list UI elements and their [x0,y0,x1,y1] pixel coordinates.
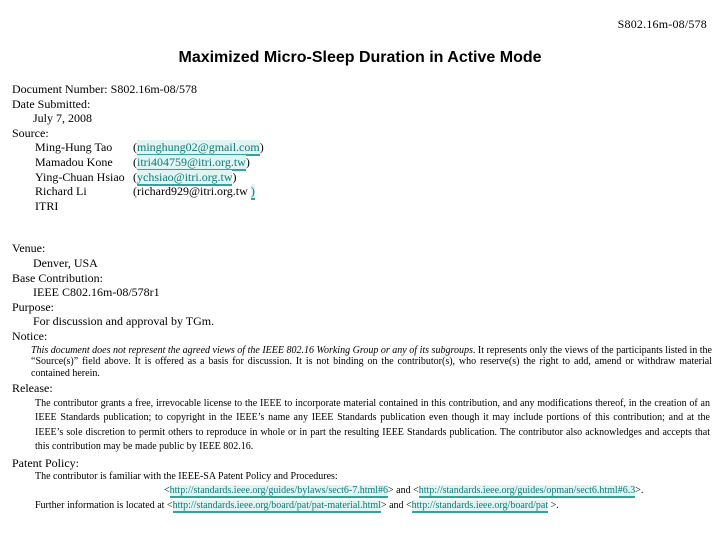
base-contribution-label: Base Contribution: [12,270,103,285]
spacer [12,213,712,241]
further-info-text: Further information is located at < [35,499,173,511]
release-paragraph: The contributor grants a free, irrevocable license to the IEEE to incorporate material contained in this contribution, and any modifications thereof, in the creation of an IEEE Standards publication; to copyright in the IEEE’s name any IEEE Standards publication even though it may include portions of this contribution; and at the IEEE’s sole discretion to permit others to reproduce in whole or in part the resulting IEEE Standards publication. The contributor also acknowledges and accepts that this contribution may be made public by IEEE 802.16. [35,397,710,453]
author-email-link[interactable]: itri404759@itri.org.tw [137,154,246,169]
paren-open: ( [133,184,137,199]
author-row [12,170,712,185]
document-reference: S802.16m-08/578 [617,17,707,31]
paren-open: ( [133,154,137,169]
author-row [12,184,712,199]
venue-label: Venue: [12,241,46,256]
author-name: Ming-Hung Tao [35,140,113,155]
paren-close: ) [232,169,237,184]
notice-italic-text: This document does not represent the agreed views of the IEEE 802.16 Working Group or any of its subgroups [31,344,473,356]
date-submitted-label: Date Submitted: [12,96,91,111]
angle-bracket: >. [635,485,644,497]
document-number-value: S802.16m-08/578 [110,82,197,96]
patent-opman-link[interactable]: http://standards.ieee.org/guides/opman/sect6.html#6.3 [418,485,636,497]
venue-value: Denver, USA [33,255,98,270]
purpose-label: Purpose: [12,299,54,314]
angle-bracket: >. [548,499,559,511]
patent-board-link[interactable]: http://standards.ieee.org/board/pat [411,499,549,511]
source-label: Source: [12,125,49,140]
author-email-link[interactable]: ychsiao@itri.org.tw [137,169,233,184]
date-submitted-value: July 7, 2008 [33,111,93,126]
paren-open: ( [133,140,137,155]
notice-label: Notice: [12,328,48,343]
page-title: Maximized Micro-Sleep Duration in Active Mode [178,49,542,66]
base-contribution-value: IEEE C802.16m-08/578r1 [33,285,160,300]
author-email-wrap [133,140,264,155]
patent-policy-label: Patent Policy: [12,455,79,470]
document-number-line [12,82,712,97]
author-email-wrap [133,155,250,170]
patent-material-link[interactable]: http://standards.ieee.org/board/pat/pat-material.html [172,499,381,511]
author-name: Ying-Chuan Hsiao [35,169,125,184]
patent-bylaws-link[interactable]: http://standards.ieee.org/guides/bylaws/sect6-7.html#6 [169,485,389,497]
author-row [12,155,712,170]
author-email-plain: richard929@itri.org.tw [137,184,251,199]
paren-open: ( [133,169,137,184]
purpose-value: For discussion and approval by TGm. [33,314,215,329]
release-label: Release: [12,381,53,396]
author-name: Mamadou Kone [35,154,113,169]
paren-close: ) [259,140,264,155]
author-name: Richard Li [35,184,87,199]
affiliation: ITRI [35,198,59,213]
author-email-wrap [133,184,255,199]
document-number-label: Document Number: [12,82,108,96]
slide-body [12,82,712,513]
author-row [12,140,712,155]
patent-intro: The contributor is familiar with the IEEE-SA Patent Policy and Procedures: [35,471,338,483]
paren-close: ) [245,154,250,169]
notice-regular-text: . It represents only the views of the participants listed in the “Source(s)” field above. It is offered as a basis for discussion. It is not binding on the contributor(s), who reserve(s) the right to add, amend or withdraw material contained herein. [31,344,712,379]
author-email-wrap [133,170,236,185]
author-email-link[interactable]: minghung02@gmail.com [137,140,260,155]
paren-close-link[interactable]: ) [250,184,255,199]
patent-links-line [12,484,712,498]
and-separator: > and < [388,485,419,497]
patent-further-line [12,499,712,513]
angle-bracket: < [164,485,170,497]
notice-paragraph [12,345,712,380]
and-separator: > and < [380,499,412,511]
